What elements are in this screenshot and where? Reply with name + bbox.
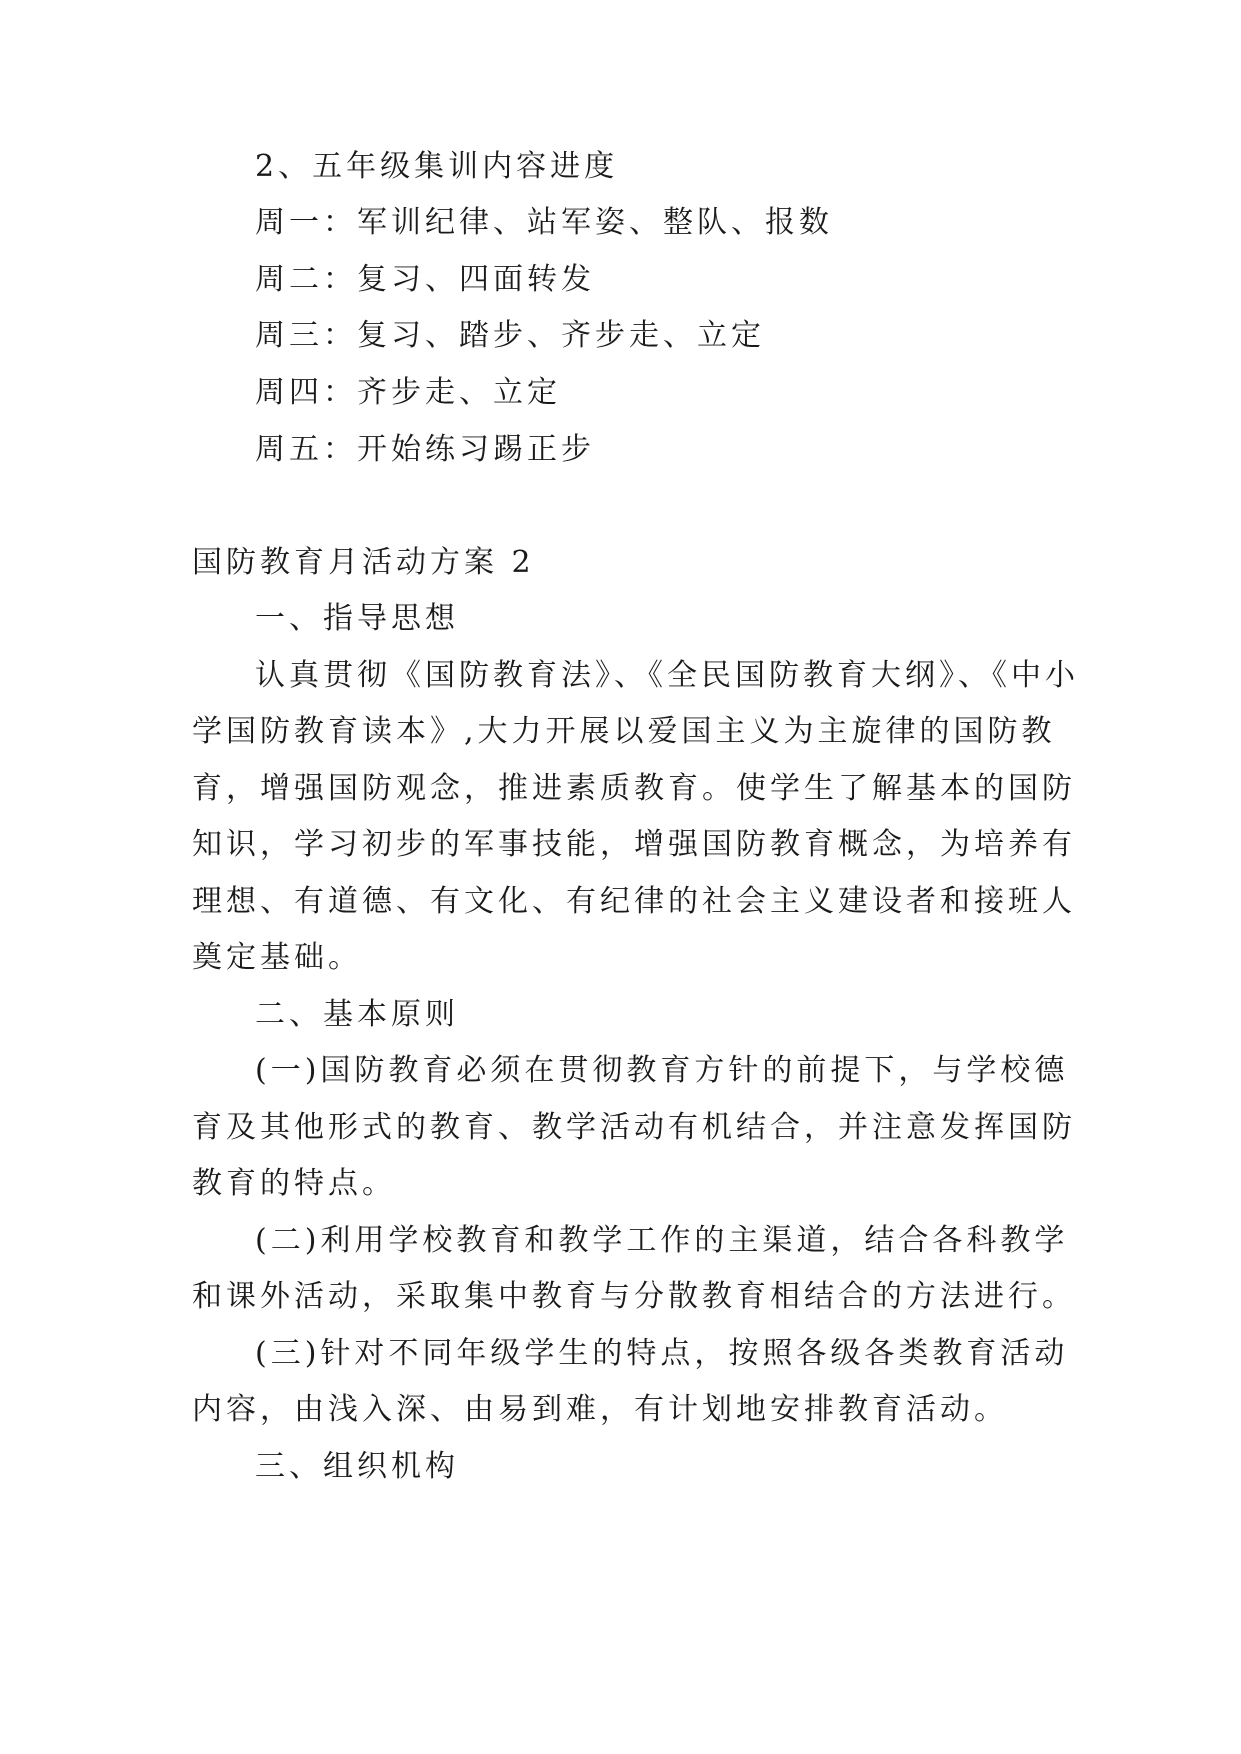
principle-three-line: 内容，由浅入深、由易到难，有计划地安排教育活动。 — [192, 1392, 1008, 1427]
paragraph-line: 理想、有道德、有文化、有纪律的社会主义建设者和接班人 — [192, 884, 1076, 919]
heading-basic-principles: 二、基本原则 — [255, 997, 459, 1032]
paragraph-line: 育，增强国防观念，推进素质教育。使学生了解基本的国防 — [192, 771, 1076, 806]
schedule-item-monday: 周一：军训纪律、站军姿、整队、报数 — [255, 205, 833, 240]
schedule-item-friday: 周五：开始练习踢正步 — [255, 432, 595, 467]
heading-guiding-ideology: 一、指导思想 — [255, 601, 459, 636]
principle-one-line: 教育的特点。 — [192, 1166, 396, 1201]
section-heading-training-schedule: 2、五年级集训内容进度 — [255, 149, 619, 184]
paragraph-line: 认真贯彻《国防教育法》、《全民国防教育大纲》、《中小 — [255, 658, 1079, 693]
paragraph-line: 知识，学习初步的军事技能，增强国防教育概念，为培养有 — [192, 827, 1076, 862]
principle-three-line: (三)针对不同年级学生的特点，按照各级各类教育活动 — [255, 1336, 1069, 1371]
schedule-item-tuesday: 周二：复习、四面转发 — [255, 262, 595, 297]
heading-organization: 三、组织机构 — [255, 1449, 459, 1484]
principle-one-line: 育及其他形式的教育、教学活动有机结合，并注意发挥国防 — [192, 1110, 1076, 1145]
principle-one-line: (一)国防教育必须在贯彻教育方针的前提下，与学校德 — [255, 1053, 1069, 1088]
paragraph-line: 学国防教育读本》,大力开展以爱国主义为主旋律的国防教 — [192, 714, 1056, 749]
principle-two-line: (二)利用学校教育和教学工作的主渠道，结合各科教学 — [255, 1223, 1069, 1258]
paragraph-line: 奠定基础。 — [192, 940, 362, 975]
document-title: 国防教育月活动方案 2 — [192, 545, 535, 580]
principle-two-line: 和课外活动，采取集中教育与分散教育相结合的方法进行。 — [192, 1279, 1076, 1314]
schedule-item-thursday: 周四：齐步走、立定 — [255, 375, 561, 410]
schedule-item-wednesday: 周三：复习、踏步、齐步走、立定 — [255, 318, 765, 353]
